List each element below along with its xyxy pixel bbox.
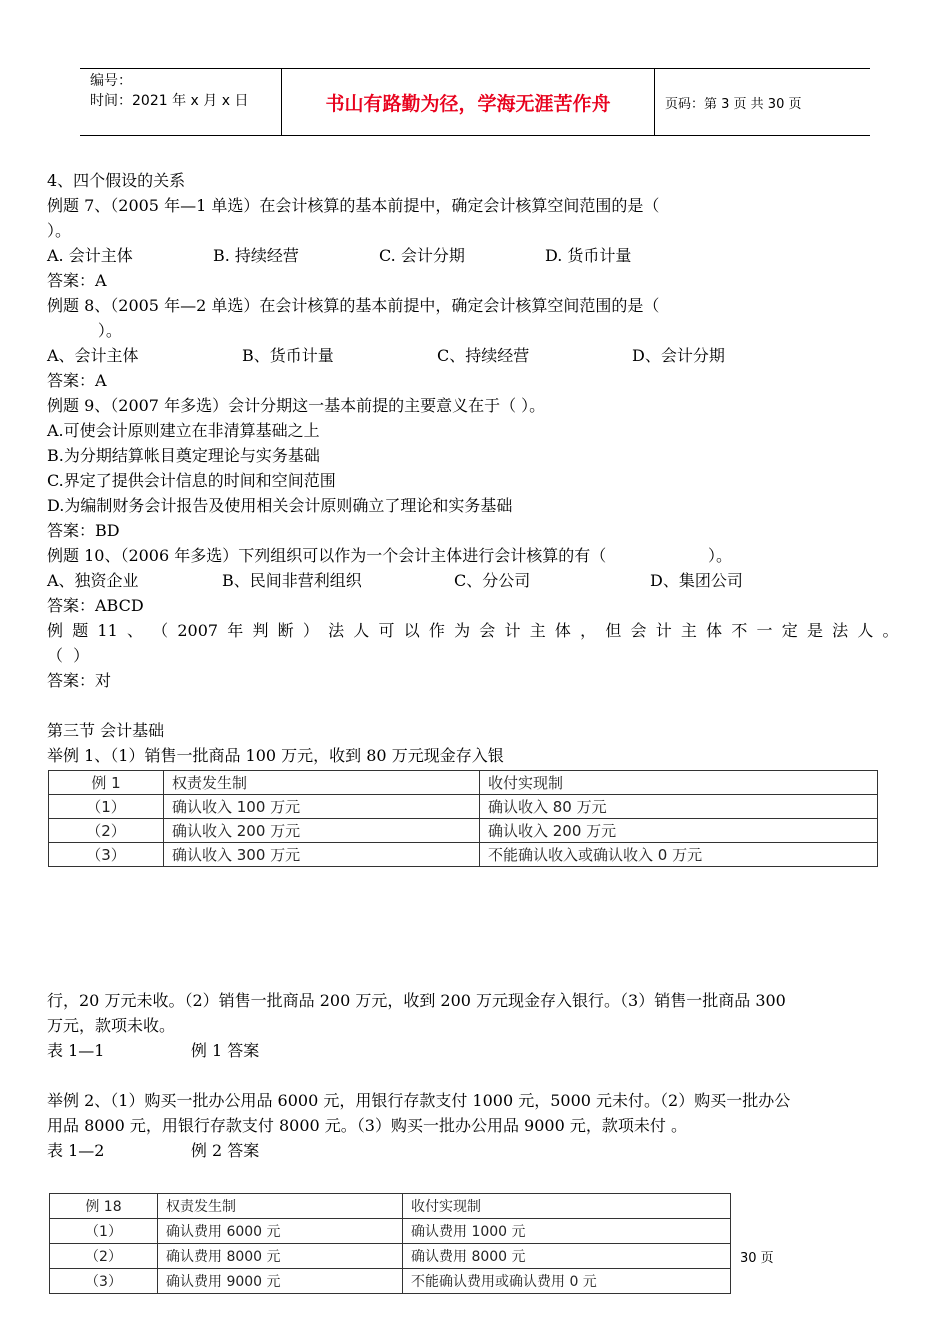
- table-cell: 确认费用 8000 元: [403, 1244, 731, 1269]
- section-heading-accounting-basis: 第三节 会计基础: [47, 721, 165, 740]
- table-row: [50, 1219, 731, 1244]
- table-header-cell: 例 1: [49, 771, 164, 795]
- option-b: B、货币计量: [242, 346, 334, 365]
- question-7-options: [47, 243, 907, 268]
- q11-char: 一: [756, 621, 773, 640]
- q11-char: 体: [554, 621, 571, 640]
- option-b: B、民间非营利组织: [222, 571, 362, 590]
- date-label: 时间：2021 年 x 月 x 日: [90, 93, 249, 109]
- table-example-2: [49, 1193, 731, 1294]
- q11-char: 会: [479, 621, 496, 640]
- option-b: B. 持续经营: [213, 246, 299, 265]
- q11-char: 作: [428, 621, 445, 640]
- table-cell: 不能确认费用或确认费用 0 元: [403, 1269, 731, 1294]
- option-c: C、持续经营: [437, 346, 530, 365]
- answer-7: 答案：A: [47, 271, 107, 290]
- question-10: 例题 10、（2006 年多选）下列组织可以作为一个会计主体进行会计核算的有（ ）。: [47, 546, 732, 565]
- q11-char: 法: [328, 621, 345, 640]
- q11-char: 年: [227, 621, 244, 640]
- question-9-option-a: A.可使会计原则建立在非清算基础之上: [47, 421, 320, 440]
- q11-char: 人: [353, 621, 370, 640]
- table-header-row: [49, 771, 878, 795]
- example-2-intro: 举例 2、（1）购买一批办公用品 6000 元，用银行存款支付 1000 元，5000 元未付。（2）购买一批办公: [47, 1091, 791, 1110]
- example-2-continued: 用品 8000 元，用银行存款支付 8000 元。（3）购买一批办公用品 9000 元，款项未付 。: [47, 1116, 687, 1135]
- table-row: [49, 819, 878, 843]
- page-total-label: 30 页: [740, 1251, 774, 1266]
- q11-char: （: [152, 621, 169, 640]
- table-header-cell: 收付实现制: [480, 771, 878, 795]
- q11-char: ，: [580, 621, 597, 640]
- document-body-lower: [47, 988, 907, 1163]
- table-cell: 确认收入 200 万元: [164, 819, 480, 843]
- q11-char: 但: [605, 621, 622, 640]
- example-1-continued-2: 万元，款项未收。: [47, 1016, 176, 1035]
- table-cell: 确认收入 100 万元: [164, 795, 480, 819]
- q11-char: 体: [706, 621, 723, 640]
- table-header-cell: 权责发生制: [158, 1194, 403, 1219]
- table-cell: 确认费用 9000 元: [158, 1269, 403, 1294]
- section-heading-assumptions: 4、四个假设的关系: [47, 171, 186, 190]
- q11-char: 断: [277, 621, 294, 640]
- table-cell: 确认费用 1000 元: [403, 1219, 731, 1244]
- option-d: D、会计分期: [632, 346, 725, 365]
- table-cell: 确认收入 200 万元: [480, 819, 878, 843]
- question-9-option-c: C.界定了提供会计信息的时间和空间范围: [47, 471, 336, 490]
- table-cell: 确认收入 80 万元: [480, 795, 878, 819]
- table-cell: 确认收入 300 万元: [164, 843, 480, 867]
- header-page-number: 页码：第 3 页 共 30 页: [665, 96, 802, 112]
- q11-char: 法: [832, 621, 849, 640]
- option-c: C. 会计分期: [379, 246, 465, 265]
- q11-char: 不: [731, 621, 748, 640]
- q11-char: 计: [504, 621, 521, 640]
- question-11-continued: （ ）: [47, 646, 90, 665]
- q11-char: 2007: [177, 621, 219, 640]
- table-header-cell: 收付实现制: [403, 1194, 731, 1219]
- answer-10: 答案：ABCD: [47, 596, 144, 615]
- table-cell: （3）: [50, 1269, 158, 1294]
- question-8-continued: ）。: [47, 321, 122, 340]
- option-a: A. 会计主体: [47, 246, 133, 265]
- option-c: C、分公司: [454, 571, 531, 590]
- question-7: 例题 7、（2005 年—1 单选）在会计核算的基本前提中，确定会计核算空间范围的是（: [47, 196, 660, 215]
- example-1-continued: 行，20 万元未收。（2）销售一批商品 200 万元，收到 200 万元现金存入银行。（3）销售一批商品 300: [47, 991, 786, 1010]
- table-cell: （2）: [49, 819, 164, 843]
- q11-char: 主: [680, 621, 697, 640]
- table-cell: （3）: [49, 843, 164, 867]
- header-motto: 书山有路勤为径，学海无涯苦作舟: [282, 69, 655, 135]
- q11-char: 会: [630, 621, 647, 640]
- example-1-intro: 举例 1、（1）销售一批商品 100 万元，收到 80 万元现金存入银: [47, 746, 504, 765]
- q11-char: 可: [378, 621, 395, 640]
- question-10-options: [47, 568, 907, 593]
- serial-number-label: 编号：: [90, 73, 132, 89]
- table-cell: （2）: [50, 1244, 158, 1269]
- answer-11: 答案：对: [47, 671, 112, 690]
- question-9-option-d: D.为编制财务会计报告及使用相关会计原则确立了理论和实务基础: [47, 496, 513, 515]
- question-8-options: [47, 343, 907, 368]
- table-header-cell: 权责发生制: [164, 771, 480, 795]
- q11-char: 以: [403, 621, 420, 640]
- document-body-upper: [47, 168, 907, 768]
- option-d: D. 货币计量: [545, 246, 632, 265]
- q11-char: 主: [529, 621, 546, 640]
- blank-line: [47, 693, 907, 718]
- table-header-cell: 例 18: [50, 1194, 158, 1219]
- table-cell: （1）: [50, 1219, 158, 1244]
- table-cell: 确认费用 6000 元: [158, 1219, 403, 1244]
- q11-char: 11: [97, 621, 118, 640]
- q11-char: 是: [806, 621, 823, 640]
- q11-char: 、: [126, 621, 143, 640]
- q11-char: 为: [454, 621, 471, 640]
- table-cell: （1）: [49, 795, 164, 819]
- question-9: 例题 9、（2007 年多选）会计分期这一基本前提的主要意义在于（ ）。: [47, 396, 546, 415]
- q11-char: 人: [857, 621, 874, 640]
- table-row: [50, 1244, 731, 1269]
- question-7-continued: ）。: [47, 221, 72, 240]
- table-cell: 不能确认收入或确认收入 0 万元: [480, 843, 878, 867]
- q11-char: 例: [47, 621, 64, 640]
- q11-char: 。: [882, 621, 899, 640]
- blank-line: [47, 1063, 907, 1088]
- page-header: [80, 68, 870, 136]
- option-d: D、集团公司: [650, 571, 743, 590]
- question-11: [47, 618, 899, 643]
- question-8: 例题 8、（2005 年—2 单选）在会计核算的基本前提中，确定会计核算空间范围的是（: [47, 296, 660, 315]
- table-cell: 确认费用 8000 元: [158, 1244, 403, 1269]
- q11-char: 判: [252, 621, 269, 640]
- table-header-row: [50, 1194, 731, 1219]
- table-2-caption: 表 1—2 例 2 答案: [47, 1141, 260, 1160]
- answer-9: 答案：BD: [47, 521, 120, 540]
- q11-char: 计: [655, 621, 672, 640]
- question-9-option-b: B.为分期结算帐目奠定理论与实务基础: [47, 446, 320, 465]
- table-row: [49, 843, 878, 867]
- option-a: A、会计主体: [47, 346, 139, 365]
- q11-char: ）: [302, 621, 319, 640]
- header-meta: [80, 69, 282, 135]
- table-row: [49, 795, 878, 819]
- q11-char: 定: [781, 621, 798, 640]
- table-row: [50, 1269, 731, 1294]
- table-1-caption: 表 1—1 例 1 答案: [47, 1041, 260, 1060]
- option-a: A、独资企业: [47, 571, 139, 590]
- q11-char: 题: [72, 621, 89, 640]
- answer-8: 答案：A: [47, 371, 107, 390]
- table-example-1: [48, 770, 878, 867]
